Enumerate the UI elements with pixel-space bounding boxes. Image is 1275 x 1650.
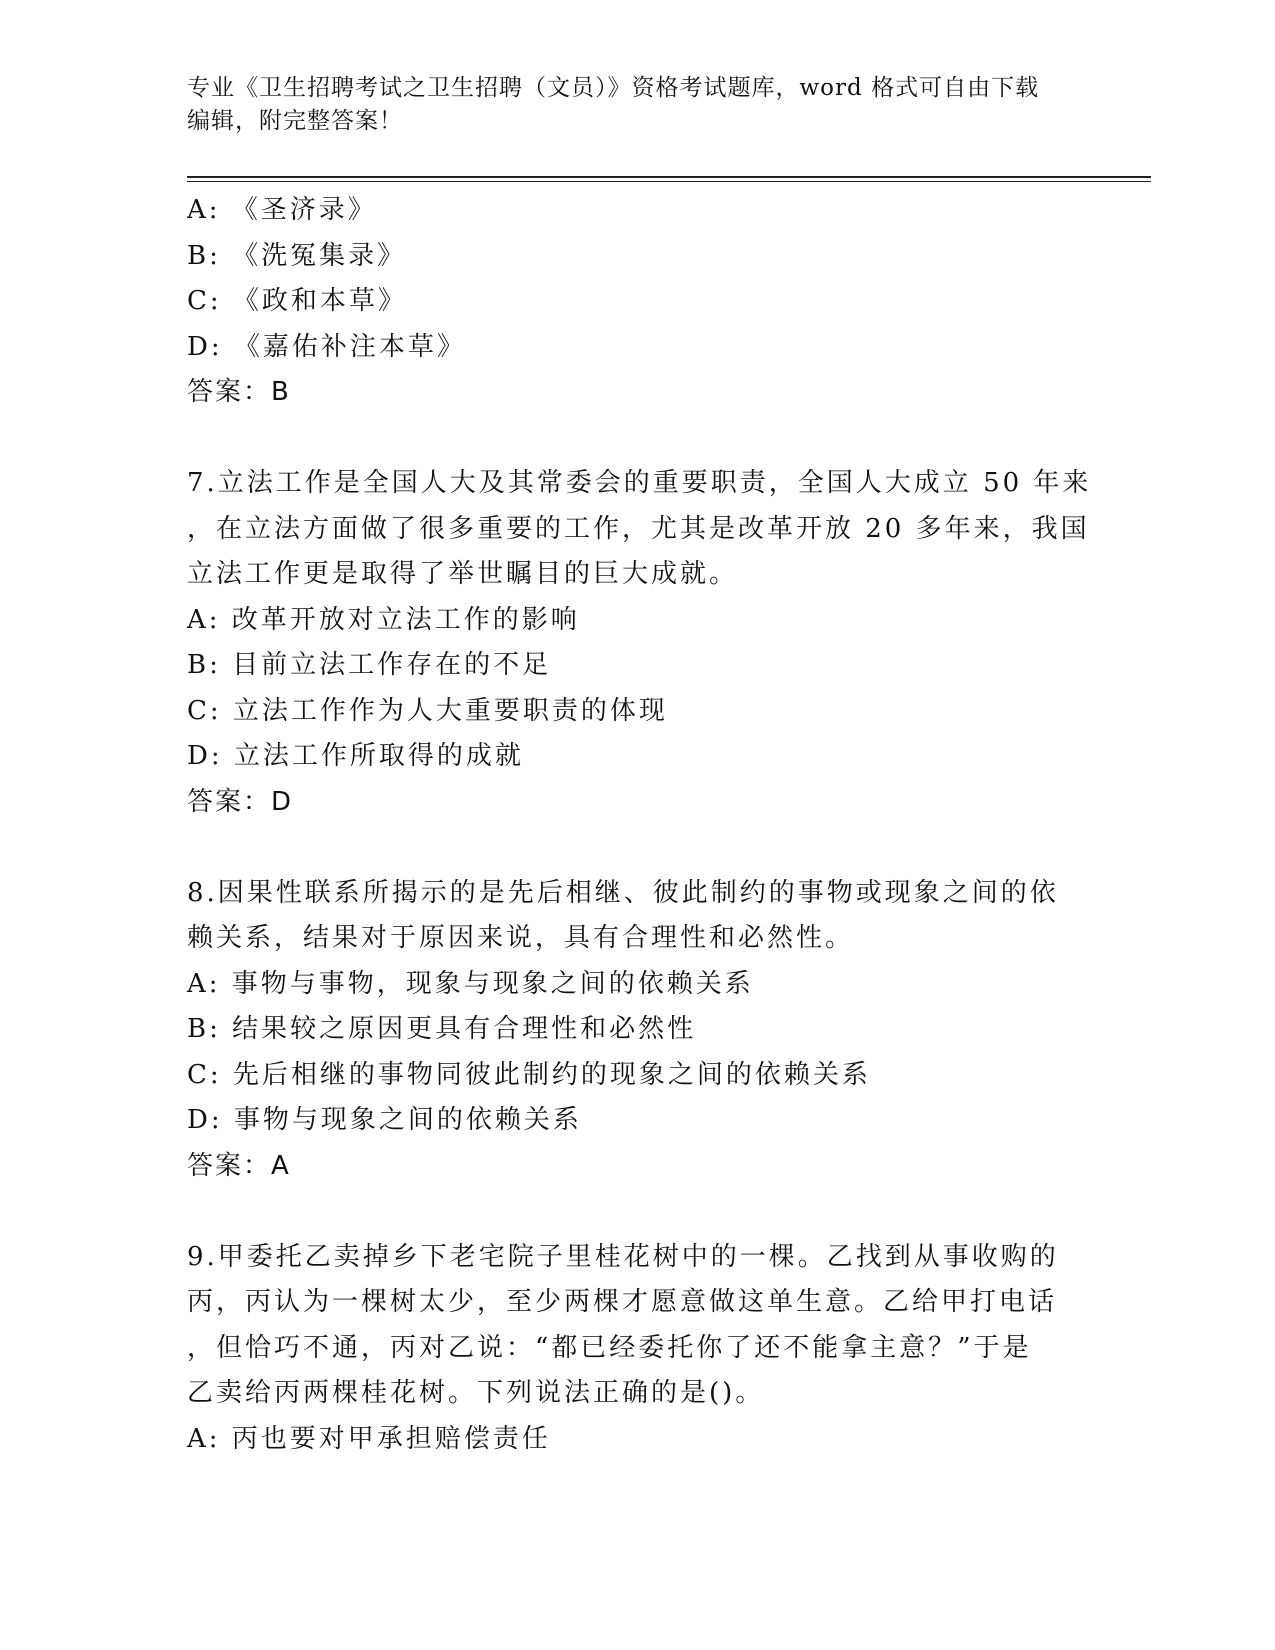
option-a: A: 丙也要对甲承担赔偿责任 <box>187 1423 551 1454</box>
option-d: D: 《嘉佑补注本草》 <box>187 331 466 362</box>
option-b: B: 结果较之原因更具有合理性和必然性 <box>187 1014 697 1044</box>
question-7 <box>187 461 1092 825</box>
question-8 <box>187 871 1087 1190</box>
question-9 <box>187 1235 1087 1463</box>
answer: 答案：B <box>187 377 291 407</box>
answer: 答案：D <box>187 786 294 817</box>
option-b: B: 目前立法工作存在的不足 <box>187 650 552 680</box>
question-stem-line: ，但恰巧不通，丙对乙说：“都已经委托你了还不能拿主意？”于是 <box>187 1332 1032 1363</box>
option-a: A: 事物与事物，现象与现象之间的依赖关系 <box>187 968 754 999</box>
answer: 答案：A <box>187 1150 291 1181</box>
spacer <box>187 825 1087 871</box>
spacer <box>187 1189 1087 1235</box>
question-stem-line: 乙卖给丙两棵桂花树。下列说法正确的是()。 <box>187 1378 765 1408</box>
option-a: A: 《圣济录》 <box>187 195 377 225</box>
option-a: A: 改革开放对立法工作的影响 <box>187 604 580 635</box>
question-stem-line: 丙，丙认为一棵树太少，至少两棵才愿意做这单生意。乙给甲打电话 <box>187 1287 1058 1317</box>
header-divider-thick <box>187 176 1151 178</box>
header-divider-thin <box>187 181 1151 182</box>
question-stem-line: 7.立法工作是全国人大及其常委会的重要职责，全国人大成立 50 年来 <box>187 468 1092 498</box>
spacer <box>187 416 1087 462</box>
question-stem-line: 赖关系，结果对于原因来说，具有合理性和必然性。 <box>187 923 855 953</box>
question-stem-line: 8.因果性联系所揭示的是先后相继、彼此制约的事物或现象之间的依 <box>187 877 1059 908</box>
header-line-1: 专业《卫生招聘考试之卫生招聘（文员）》资格考试题库，word 格式可自由下载 <box>187 75 1040 101</box>
question-stem-line: 立法工作更是取得了举世瞩目的巨大成就。 <box>187 559 739 589</box>
option-c: C: 立法工作作为人大重要职责的体现 <box>187 695 668 726</box>
option-d: D: 事物与现象之间的依赖关系 <box>187 1105 582 1135</box>
question-stem-line: 9.甲委托乙卖掉乡下老宅院子里桂花树中的一棵。乙找到从事收购的 <box>187 1241 1059 1272</box>
option-d: D: 立法工作所取得的成就 <box>187 741 524 771</box>
question-content <box>187 188 1092 1462</box>
option-c: C: 先后相继的事物同彼此制约的现象之间的依赖关系 <box>187 1059 871 1090</box>
header-line-2: 编辑，附完整答案！ <box>187 108 403 134</box>
document-header <box>187 72 1087 138</box>
option-c: C: 《政和本草》 <box>187 286 407 316</box>
question-6 <box>187 188 1087 416</box>
question-stem-line: ，在立法方面做了很多重要的工作，尤其是改革开放 20 多年来，我国 <box>187 513 1090 544</box>
option-b: B: 《洗冤集录》 <box>187 240 407 271</box>
